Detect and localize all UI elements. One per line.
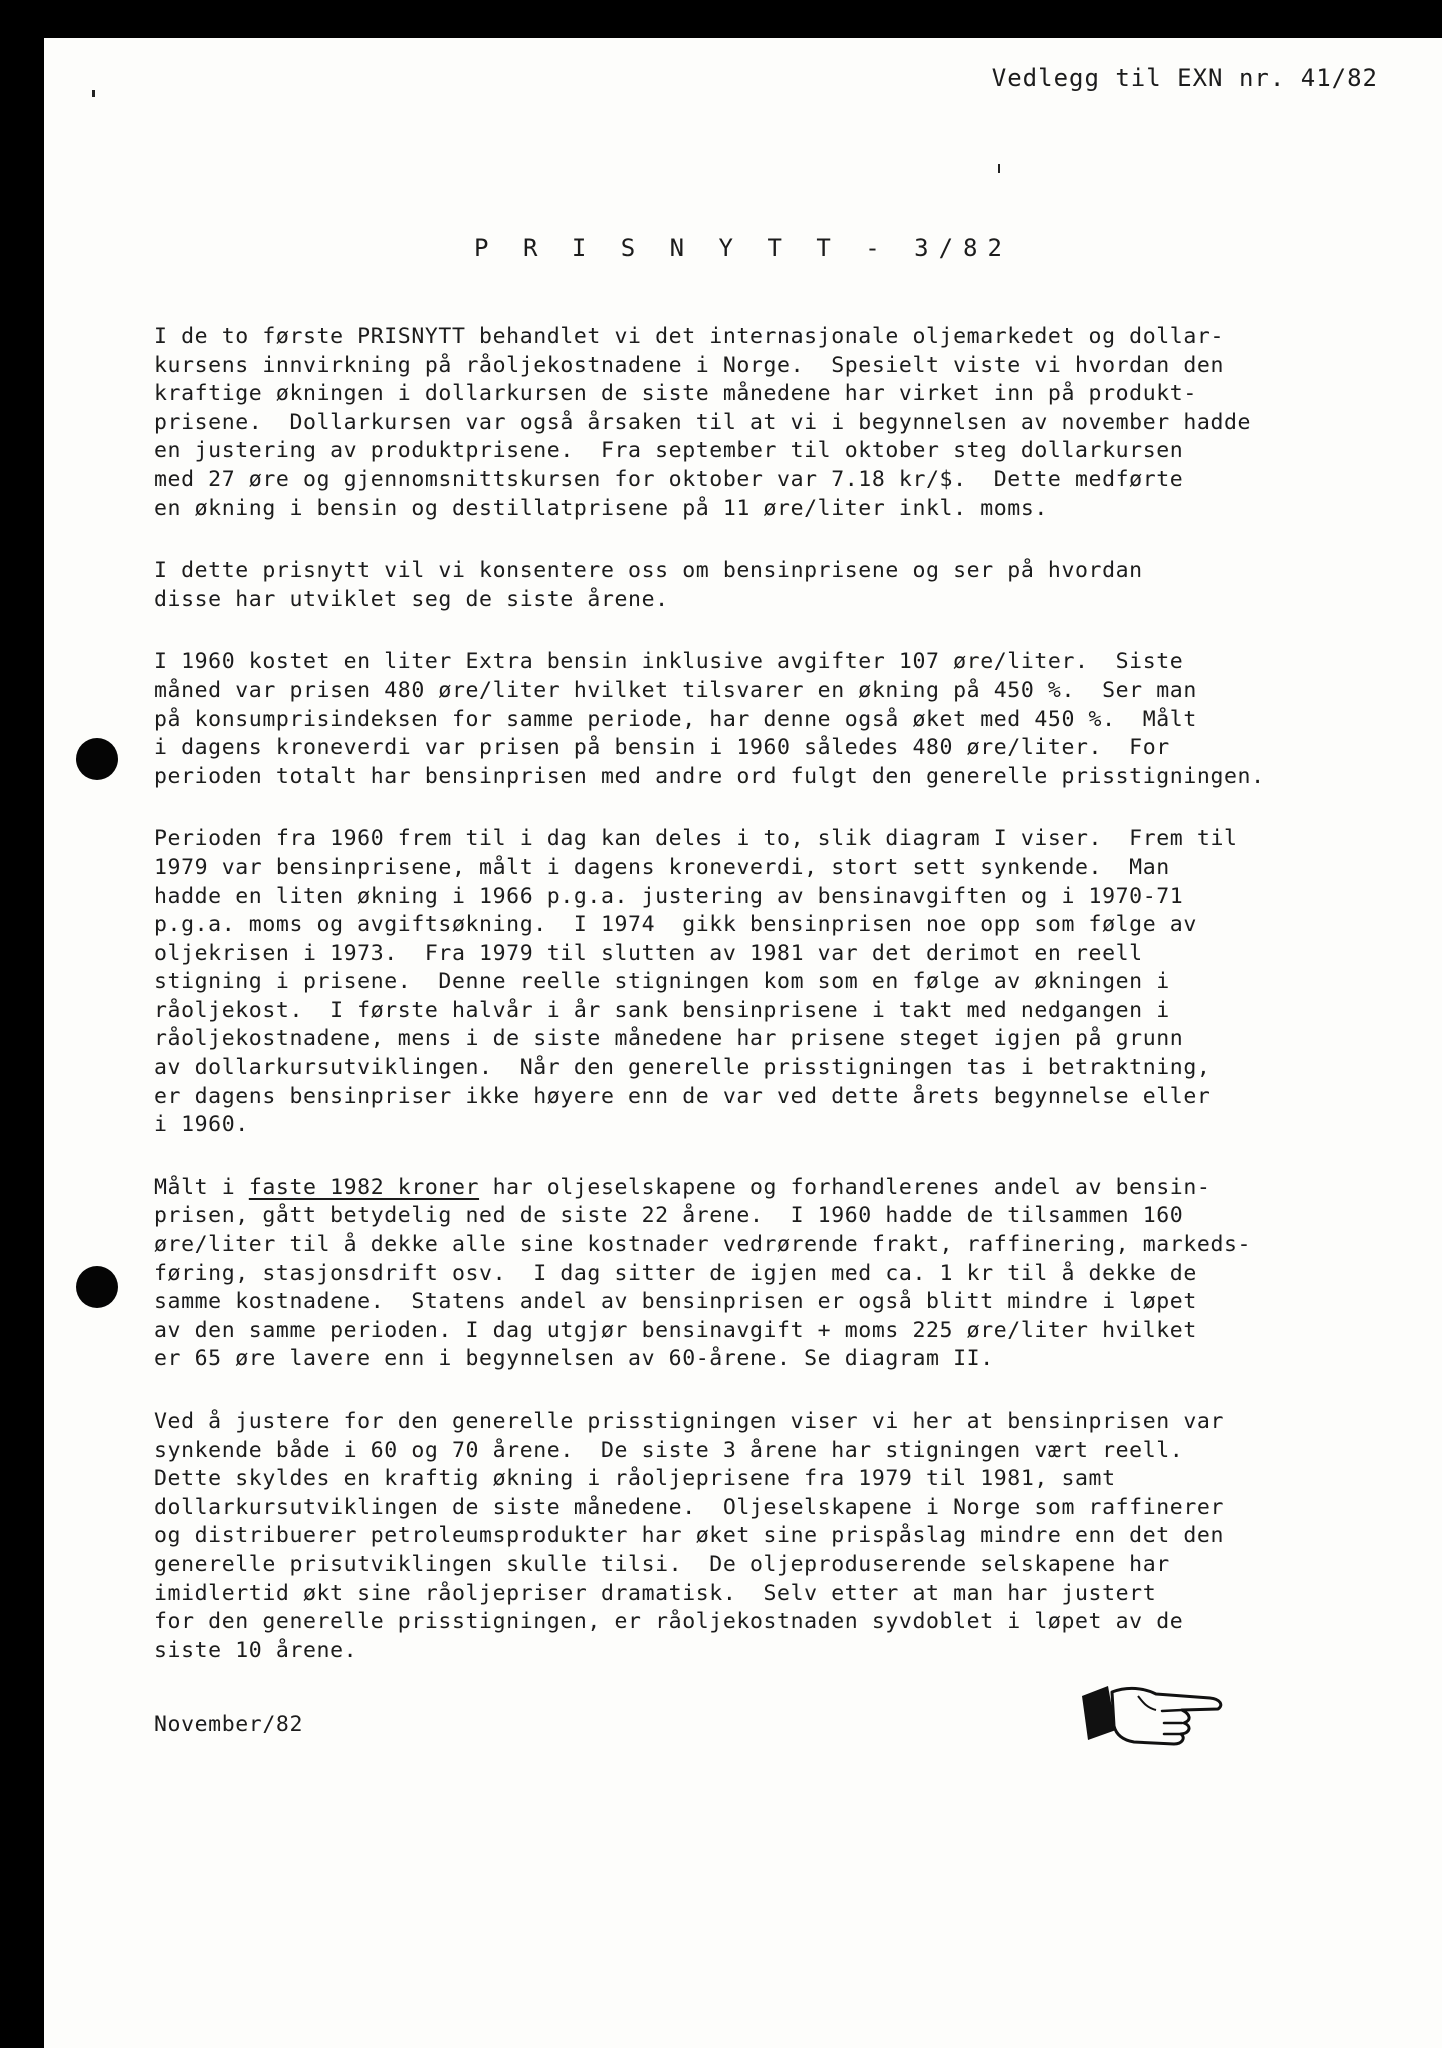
text-line: imidlertid økt sine råoljepriser dramatisk. Selv etter at man har justert: [154, 1580, 1157, 1606]
text-line: Ved å justere for den generelle prisstigningen viser vi her at bensinprisen var: [154, 1409, 1224, 1434]
document-content: [44, 38, 1442, 2048]
text-line: og distribuerer petroleumsprodukter har øket sine prispåslag mindre enn det den: [154, 1523, 1224, 1549]
text-line: [154, 1174, 1334, 1203]
text-line: dollarkursutviklingen de siste månedene. Oljeselskapene i Norge som raffinerer: [154, 1494, 1224, 1520]
punch-hole-icon: [76, 738, 118, 780]
paragraph-adjusted-prices: [154, 1408, 1334, 1665]
text-line: råoljekostnadene, mens i de siste månedene har prisene steget igjen på grunn: [154, 1026, 1184, 1052]
text-line: perioden totalt har bensinprisen med andre ord fulgt den generelle prisstigningen.: [154, 763, 1265, 789]
document-title: P R I S N Y T T - 3/82: [474, 234, 1012, 262]
text-line: øre/liter til å dekke alle sine kostnader vedrørende frakt, raffinering, markeds-: [154, 1232, 1252, 1258]
text-line: siste 10 årene.: [154, 1637, 358, 1663]
paragraph-period-analysis: [154, 825, 1334, 1140]
text-line: I dette prisnytt vil vi konsentere oss om bensinprisene og ser på hvordan: [154, 558, 1143, 584]
text-line: av den samme perioden. I dag utgjør bensinavgift + moms 225 øre/liter hvilket: [154, 1317, 1197, 1343]
text-fragment: har oljeselskapene og forhandlerenes andel av bensin-: [479, 1174, 1211, 1200]
text-line: prisen, gått betydelig ned de siste 22 årene. I 1960 hadde de tilsammen 160: [154, 1203, 1184, 1229]
text-line: kraftige økningen i dollarkursen de siste månedene har virket inn på produkt-: [154, 381, 1197, 407]
text-line: synkende både i 60 og 70 årene. De siste 3 årene har stigningen vært reell.: [154, 1437, 1184, 1463]
text-line: Dette skyldes en kraftig økning i råoljeprisene fra 1979 til 1981, samt: [154, 1466, 1116, 1492]
paragraph-fixed-kroner: [154, 1174, 1334, 1374]
stray-mark: [998, 164, 1000, 173]
document-page: [44, 38, 1442, 2048]
underlined-phrase: faste 1982 kroner: [248, 1174, 480, 1200]
text-line: av dollarkursutviklingen. Når den generelle prisstigningen tas i betraktning,: [154, 1055, 1211, 1081]
body-text: [154, 323, 1334, 1699]
text-line: generelle prisutviklingen skulle tilsi. De oljeproduserende selskapene har: [154, 1551, 1170, 1577]
paragraph-intro: [154, 323, 1334, 523]
text-line: samme kostnadene. Statens andel av bensinprisen er også blitt mindre i løpet: [154, 1289, 1197, 1315]
text-line: prisene. Dollarkursen var også årsaken til at vi i begynnelsen av november hadde: [154, 409, 1252, 435]
text-line: er dagens bensinpriser ikke høyere enn de var ved dette årets begynnelse eller: [154, 1083, 1211, 1109]
text-line: p.g.a. moms og avgiftsøkning. I 1974 gikk bensinprisen noe opp som følge av: [154, 912, 1197, 938]
document-date: November/82: [154, 1712, 303, 1737]
text-line: hadde en liten økning i 1966 p.g.a. justering av bensinavgiften og i 1970-71: [154, 883, 1184, 909]
text-line: på konsumprisindeksen for samme periode, har denne også øket med 450 %. Målt: [154, 706, 1197, 732]
text-line: for den generelle prisstigningen, er råoljekostnaden syvdoblet i løpet av de: [154, 1609, 1184, 1635]
text-line: måned var prisen 480 øre/liter hvilket tilsvarer en økning på 450 %. Ser man: [154, 677, 1197, 703]
text-line: stigning i prisene. Denne reelle stigningen kom som en følge av økningen i: [154, 969, 1170, 995]
text-line: disse har utviklet seg de siste årene.: [154, 586, 669, 612]
text-line: I 1960 kostet en liter Extra bensin inklusive avgifter 107 øre/liter. Siste: [154, 649, 1184, 675]
text-line: oljekrisen i 1973. Fra 1979 til slutten av 1981 var det derimot en reell: [154, 940, 1143, 966]
text-line: 1979 var bensinprisene, målt i dagens kroneverdi, stort sett synkende. Man: [154, 854, 1170, 880]
attachment-reference: Vedlegg til EXN nr. 41/82: [991, 64, 1378, 92]
stray-mark: [92, 90, 95, 97]
punch-hole-icon: [76, 1266, 118, 1308]
text-line: i 1960.: [154, 1112, 249, 1138]
text-line: I de to første PRISNYTT behandlet vi det internasjonale oljemarkedet og dollar-: [154, 324, 1224, 349]
text-line: en økning i bensin og destillatprisene på 11 øre/liter inkl. moms.: [154, 495, 1048, 521]
paragraph-focus: [154, 557, 1334, 614]
paragraph-1960-price: [154, 648, 1334, 791]
text-line: Perioden fra 1960 frem til i dag kan deles i to, slik diagram I viser. Frem til: [154, 826, 1238, 852]
text-fragment: Målt i: [154, 1174, 249, 1200]
text-line: er 65 øre lavere enn i begynnelsen av 60-årene. Se diagram II.: [154, 1346, 994, 1372]
text-line: kursens innvirkning på råoljekostnadene i Norge. Spesielt viste vi hvordan den: [154, 352, 1224, 378]
text-line: med 27 øre og gjennomsnittskursen for oktober var 7.18 kr/$. Dette medførte: [154, 466, 1184, 492]
text-line: i dagens kroneverdi var prisen på bensin i 1960 således 480 øre/liter. For: [154, 735, 1170, 761]
text-line: råoljekost. I første halvår i år sank bensinprisene i takt med nedgangen i: [154, 997, 1170, 1023]
pointing-hand-icon: [1078, 1678, 1234, 1748]
text-line: en justering av produktprisene. Fra september til oktober steg dollarkursen: [154, 438, 1184, 464]
text-line: føring, stasjonsdrift osv. I dag sitter de igjen med ca. 1 kr til å dekke de: [154, 1260, 1197, 1286]
